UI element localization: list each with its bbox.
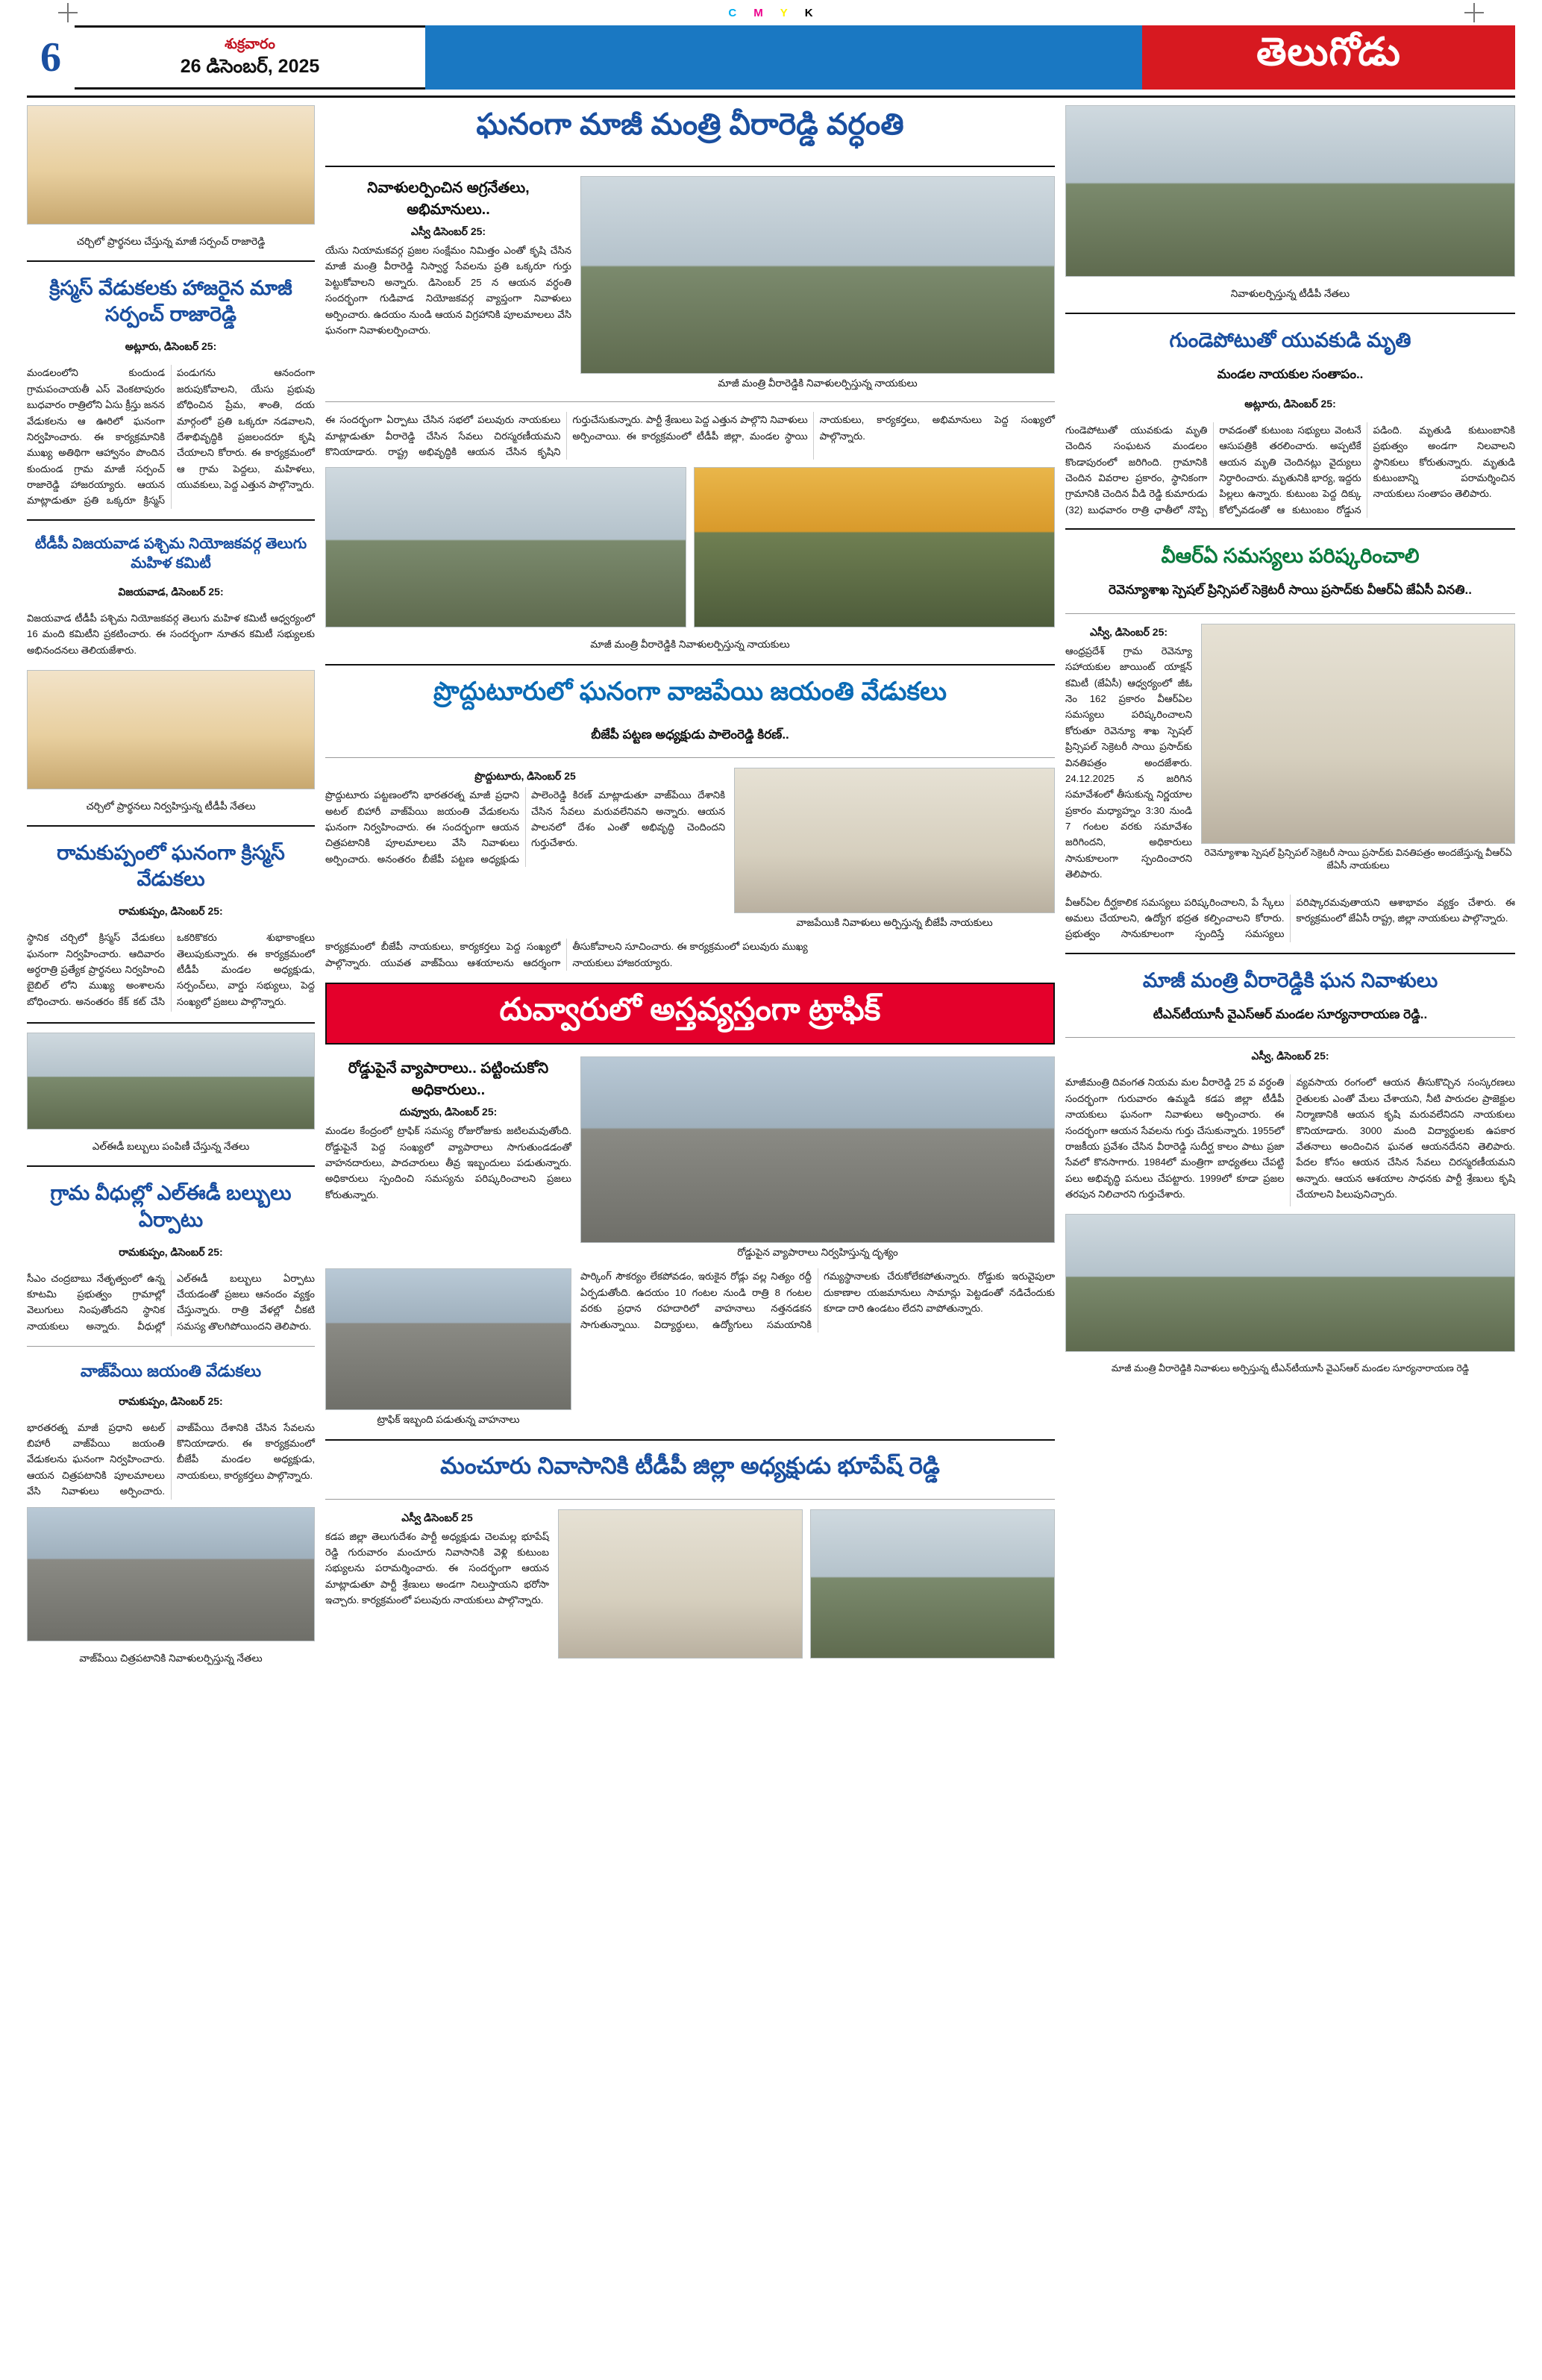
cmyk-y: Y [780,6,789,19]
photo-caption-4: వాజ్‌పేయి చిత్రపటానికి నివాళులర్పిస్తున్న నేతలు [79,1652,263,1664]
dateline-5: రామకుప్పం, డిసెంబర్ 25: [119,1394,223,1407]
right-photo-caption-2: రెవెన్యూశాఖ స్పెషల్ ప్రిన్సిపల్ సెక్రెటరీ సాయి ప్రసాద్‌కు వినతిపత్రం అందజేస్తున్న వీఆర్ఏ జేఏసీ నాయకులు [1204,847,1512,871]
photo-church-prayer [27,105,315,225]
subheadline-tntuc: టీఎన్‌టీయూసీ వైఎస్ఆర్ మండల సూర్యనారాయణ రెడ్డి.. [1153,1006,1428,1021]
cmyk-k: K [804,6,814,19]
story-body-4: సీఎం చంద్రబాబు నేతృత్వంలో ఉన్న కూటమి ప్రభుత్వం గ్రామాల్లో వెలుగులు నింపుతోందని స్థానిక నాయకులు అన్నారు. వీధుల్లో ఎల్ఈడీ బల్బులు ఏర్పాటు చేయడంతో ప్రజలు ఆనందం వ్యక్తం చేస్తున్నారు. రాత్రి వేళల్లో చీకటి సమస్య తొలగిపోయిందని తెలిపారు. [27,1272,315,1332]
headline-tdp-women-committee: టీడీపీ విజయవాడ పశ్చిమ నియోజకవర్గ తెలుగు మహిళ కమిటీ [34,535,307,571]
dateline-3: రామకుప్పం, డిసెంబర్ 25: [119,905,223,918]
page-number: 6 [40,34,61,81]
headline-vra-demands: వీఆర్ఏ సమస్యలు పరిష్కరించాలి [1161,545,1420,568]
dateline-right-3: ఎస్వీ, డిసెంబర్ 25: [1251,1050,1329,1062]
dateline-center-1: ఎస్వీ డిసెంబర్ 25: [410,225,486,237]
photo-traffic-vehicles [325,1268,571,1410]
cmyk-strip [728,7,813,19]
dateline-right-2: ఎస్వీ, డిసెంబర్ 25: [1089,625,1168,638]
story-body-2: విజయవాడ టీడీపీ పశ్చిమ నియోజకవర్గ తెలుగు మహిళ కమిటీ ఆధ్వర్యంలో 16 మంది కమిటీని ప్రకటించారు. ఈ సందర్భంగా నూతన కమిటీ సభ్యులకు అభినందనలు తెలియజేశారు. [27,612,315,656]
page-grid [27,105,1515,1667]
center-story2-body: ప్రొద్దుటూరు పట్టణంలోని భారతరత్న మాజీ ప్రధాని అటల్ బిహారీ వాజ్‌పేయి జయంతి వేడుకలను ఘనంగా నిర్వహించారు. ఈ సందర్భంగా ఆయన చిత్రపటానికి పూలమాలలు వేసి నివాళులు అర్పించారు. అనంతరం బీజేపీ పట్టణ అధ్యక్షుడు పాలెంరెడ్డి కిరణ్ మాట్లాడుతూ వాజ్‌పేయి దేశానికి చేసిన సేవలు మరువలేనివని అన్నారు. ఆయన పాలనలో దేశం ఎంతో అభివృద్ధి చెందిందని గుర్తుచేశారు. [325,789,725,865]
dateline-center-2: ప్రొద్దుటూరు, డిసెంబర్ 25 [474,770,576,783]
story-body-3: స్థానిక చర్చిలో క్రిస్మస్ వేడుకలు ఘనంగా నిర్వహించారు. ఆదివారం అర్ధరాత్రి ప్రత్యేక ప్రార్థనలు నిర్వహించి బైబిల్ లోని ముఖ్య అంశాలను బోధించారు. అనంతరం కేక్ కట్ చేసి ఒకరికొకరు శుభాకాంక్షలు తెలుపుకున్నారు. ఈ కార్యక్రమంలో టీడీపీ మండల అధ్యక్షుడు, సర్పంచ్‌లు, వార్డు సభ్యులు, పెద్ద సంఖ్యలో ప్రజలు పాల్గొన్నారు. [27,932,315,1007]
photo-veerareddy-tribute-2b [694,467,1055,627]
photo-street-vendors [580,1056,1055,1243]
subheadline-tributes: నివాళులర్పించిన అగ్రనేతలు, అభిమానులు.. [367,180,530,218]
photo-vajpayee-tribute-left [27,1507,315,1641]
right-story3-body: మాజీమంత్రి దివంగత నియమ మల వీరారెడ్డి 25 వ వర్ధంతి సందర్భంగా గురువారం ఉమ్మడి కడప జిల్లా టీడీపీ నాయకులు ఘనంగా నివాళులు అర్పించారు. ఈ సందర్భంగా ఆయన సేవలను గుర్తు చేసుకున్నారు. 1955లో రాజకీయ ప్రవేశం చేసిన వీరారెడ్డి సుదీర్ఘ కాలం పాటు ప్రజా సేవలో కొనసాగారు. 1984లో మంత్రిగా బాధ్యతలు చేపట్టి పలు అభివృద్ధి పనులు చేపట్టారు. 1999లో కూడా ప్రజల తరపున నిలిచారని గుర్తుచేశారు. [1065,1077,1285,1200]
photo-caption-3: ఎల్ఈడీ బల్బులు పంపిణీ చేస్తున్న నేతలు [92,1141,250,1153]
headline-christmas-sarpanch: క్రిస్మస్ వేడుకలకు హాజరైన మాజీ సర్పంచ్ రాజారెడ్డి [49,277,292,326]
right-story2-body: ఆంధ్రప్రదేశ్ గ్రామ రెవెన్యూ సహాయకుల జాయింట్ యాక్షన్ కమిటీ (జేఏసీ) ఆధ్వర్యంలో జీఓ నెం 162 ప్రకారం వీఆర్ఏల సమస్యలు పరిష్కరించాలని కోరుతూ రెవెన్యూ శాఖ స్పెషల్ ప్రిన్సిపల్ సెక్రెటరీ సాయి ప్రసాద్‌కు వినతిపత్రం అందజేశారు. 24.12.2025 న జరిగిన సమావేశంలో తీసుకున్న నిర్ణయాల ప్రకారం మధ్యాహ్నం 3:30 నుండి 7 గంటల వరకు సమావేశం జరిగిందని, అధికారులు సానుకూలంగా స్పందించారని తెలిపారు. [1065,645,1192,880]
headline-bhupesh-reddy-visit: మంచూరు నివాసానికి టీడీపీ జిల్లా అధ్యక్షుడు భూపేష్ రెడ్డి [440,1452,940,1479]
subheadline-condolences: మండల నాయకుల సంతాపం.. [1217,367,1364,382]
center-photo-caption-3: వాజపేయికి నివాళులు అర్పిస్తున్న బీజేపీ నాయకులు [796,917,993,929]
dateline-4: రామకుప్పం, డిసెంబర్ 25: [119,1245,223,1258]
center-photo-caption-5: ట్రాఫిక్ ఇబ్బంది పడుతున్న వాహనాలు [377,1414,520,1426]
story-body-1: మండలంలోని కుందుండ గ్రామపంచాయతీ ఎస్ వెంకటాపురం బుధవారం రాత్రిలోని ఏసు క్రీస్తు జనన వేడుకలను ఆ ఊరిలో ఘనంగా నిర్వహించారు. ఈ కార్యక్రమానికి ముఖ్య అతిథిగా ఆహ్వానం పొందిన కుందుండ గ్రామ మాజీ సర్పంచ్ రాజారెడ్డి హాజరయ్యారు. ఆయన మాట్లాడుతూ ప్రతి ఒక్కరూ క్రిస్మస్ పండుగను ఆనందంగా జరుపుకోవాలని, యేసు ప్రభువు బోధించిన ప్రేమ, శాంతి, దయ మార్గంలో ప్రతి ఒక్కరూ నడవాలని, దేశాభివృద్ధికి ప్రజలందరూ కృషి చేయాలని కోరారు. ఈ కార్యక్రమంలో ఆ గ్రామ పెద్దలు, మహిళలు, యువకులు, పెద్ద ఎత్తున పాల్గొన్నారు. [27,367,315,507]
right-story2-body2: వీఆర్ఏల దీర్ఘకాలిక సమస్యలు పరిష్కరించాలని, పే స్కేలు అమలు చేయాలని, ఉద్యోగ భద్రత కల్పించాలని కోరారు. ప్రభుత్వం సానుకూలంగా స్పందిస్తే సమస్యలు పరిష్కారమవుతాయని ఆశాభావం వ్యక్తం చేశారు. ఈ కార్యక్రమంలో జేఏసీ రాష్ట్ర, జిల్లా నాయకులు పాల్గొన్నారు. [1065,896,1515,940]
photo-vajpayee-bjp [734,768,1055,913]
center-story3-body: మండల కేంద్రంలో ట్రాఫిక్ సమస్య రోజురోజుకు జటిలమవుతోంది. రోడ్డుపైనే పెద్ద సంఖ్యలో వ్యాపారాలు సాగుతుండడంతో వాహనదారులు, పాదచారులు తీవ్ర ఇబ్బందులు పడుతున్నారు. అధికారులు స్పందించి సమస్యను పరిష్కరించాలని ప్రజలు కోరుతున్నారు. [325,1125,571,1200]
photo-led-distribution [27,1033,315,1130]
banner-traffic-headline: దువ్వారులో అస్తవ్యస్తంగా ట్రాఫిక్ [325,983,1055,1045]
photo-vra-petition [1201,624,1515,844]
dateline-center-3: దువ్వూరు, డిసెంబర్ 25: [399,1106,498,1118]
center-story3-body2: పార్కింగ్ సౌకర్యం లేకపోవడం, ఇరుకైన రోడ్లు వల్ల నిత్యం రద్దీ ఏర్పడుతోంది. ఉదయం 10 గంటల నుండి రాత్రి 8 గంటల వరకు ప్రధాన రహదారిలో వాహనాలు నత్తనడకన సాగుతున్నాయి. విద్యార్థులు, ఉద్యోగులు సమయానికి గమ్యస్థానాలకు చేరుకోలేకపోతున్నారు. రోడ్డుకు ఇరువైపులా దుకాణాల యజమానులు సామాన్లు పెట్టడంతో నడిచేందుకు కూడా దారి ఉండటం లేదని వాపోతున్నారు. [580,1271,1055,1330]
date-block [75,25,425,90]
dateline-1: అట్లూరు, డిసెంబర్ 25: [125,340,217,353]
masthead-rule [27,95,1515,98]
photo-veerareddy-tribute-1 [580,176,1055,374]
left-column [27,105,315,1667]
center-column [325,105,1055,1667]
photo-bhupesh-visit-2 [810,1509,1055,1659]
photo-caption-2: చర్చిలో ప్రార్థనలు నిర్వహిస్తున్న టీడీపీ నేతలు [86,800,256,812]
weekday-label: శుక్రవారం [225,37,275,53]
story-body-5: భారతరత్న మాజీ ప్రధాని అటల్ బిహారీ వాజ్‌పేయి జయంతి వేడుకలను ఘనంగా నిర్వహించారు. ఆయన చిత్రపటానికి పూలమాలలు వేసి నివాళులు అర్పించారు. వాజ్‌పేయి దేశానికి చేసిన సేవలను కొనియాడారు. ఈ కార్యక్రమంలో బీజేపీ మండల అధ్యక్షుడు, నాయకులు, కార్యకర్తలు పాల్గొన్నారు. [27,1421,315,1497]
subheadline-bjp-president: బీజేపీ పట్టణ అధ్యక్షుడు పాలెంరెడ్డి కిరణ్.. [591,727,789,742]
center-story4-body: కడప జిల్లా తెలుగుదేశం పార్టీ అధ్యక్షుడు చెలమల్ల భూపేష్ రెడ్డి గురువారం మంచూరు నివాసానికి వెళ్లి కుటుంబ సభ్యులను పరామర్శించారు. ఈ సందర్భంగా ఆయన మాట్లాడుతూ పార్టీ శ్రేణులు అండగా నిలుస్తాయని భరోసా ఇచ్చారు. కార్యక్రమంలో పలువురు నాయకులు పాల్గొన్నారు. [325,1530,549,1606]
registration-mark-left [58,3,78,22]
cmyk-c: C [728,6,738,19]
photo-veerareddy-tribute-right [1065,1214,1515,1352]
center-story-body-2: ఈ సందర్భంగా ఏర్పాటు చేసిన సభలో పలువురు నాయకులు మాట్లాడుతూ వీరారెడ్డి చేసిన సేవలు చిరస్మరణీయమని కొనియాడారు. రాష్ట్ర అభివృద్ధికి ఆయన చేసిన కృషిని గుర్తుచేసుకున్నారు. పార్టీ శ్రేణులు పెద్ద ఎత్తున పాల్గొని నివాళులు అర్పించాయి. ఈ కార్యక్రమంలో టీడీపీ జిల్లా, మండల స్థాయి నాయకులు, కార్యకర్తలు, అభిమానులు పెద్ద సంఖ్యలో పాల్గొన్నారు. [325,414,1055,457]
right-story1-body: గుండెపోటుతో యువకుడు మృతి చెందిన సంఘటన మండలం కొండాపురంలో జరిగింది. గ్రామానికి చెందిన వివరాల ప్రకారం, స్థానికంగా గ్రామానికి చెందిన వీడి రెడ్డి కుమారుడు (32) బుధవారం రాత్రి ఛాతీలో నొప్పి రావడంతో కుటుంబ సభ్యులు వెంటనే ఆసుపత్రికి తరలించారు. అప్పటికే ఆయన మృతి చెందినట్లు వైద్యులు నిర్ధారించారు. మృతునికి భార్య, ఇద్దరు పిల్లలు ఉన్నారు. కుటుంబ పెద్ద దిక్కు కోల్పోవడంతో ఆ కుటుంబం రోడ్డున పడింది. మృతుడి కుటుంబానికి ప్రభుత్వం అండగా నిలవాలని స్థానికులు కోరుతున్నారు. మృతుడి కుటుంబాన్ని పరామర్శించిన నాయకులు సంతాపం తెలిపారు. [1065,424,1515,516]
headline-ramakuppam-christmas: రామకుప్పంలో ఘనంగా క్రిస్మస్ వేడుకలు [57,842,285,891]
dateline-2: విజయవాడ, డిసెంబర్ 25: [118,585,224,598]
cmyk-m: M [753,6,764,19]
date-label: 26 డిసెంబర్, 2025 [180,55,320,77]
photo-bhupesh-visit-1 [558,1509,803,1659]
photo-veerareddy-tribute-2a [325,467,686,627]
headline-heart-attack-death: గుండెపోటుతో యువకుడి మృతి [1169,329,1411,352]
photo-caption-1: చర్చిలో ప్రార్థనలు చేస్తున్న మాజీ సర్పంచ్ రాజారెడ్డి [76,236,266,247]
center-photo-caption-1: మాజీ మంత్రి వీరారెడ్డికి నివాళులర్పిస్తున్న నాయకులు [718,378,918,389]
headline-veerareddy-anniversary: ఘనంగా మాజీ మంత్రి వీరారెడ్డి వర్ధంతి [476,108,904,141]
right-column [1065,105,1515,1667]
headline-led-bulbs: గ్రామ వీధుల్లో ఎల్ఈడీ బల్బులు ఏర్పాటు [50,1182,292,1231]
subheadline-vra-jac: రెవెన్యూశాఖ స్పెషల్ ప్రిన్సిపల్ సెక్రెటరీ సాయి ప్రసాద్‌కు వీఆర్ఏ జేఏసీ వినతి.. [1109,583,1472,598]
dateline-right-1: అట్లూరు, డిసెంబర్ 25: [1244,397,1336,410]
masthead [27,25,1515,90]
headline-vajpayee-jayanti-left: వాజ్‌పేయి జయంతి వేడుకలు [80,1362,262,1381]
headline-proddatur-vajpayee: ప్రొద్దుటూరులో ఘనంగా వాజపేయి జయంతి వేడుకలు [433,677,947,706]
masthead-color-bar [425,25,1142,90]
center-photo-caption-4: రోడ్డుపైన వ్యాపారాలు నిర్వహిస్తున్న దృశ్యం [737,1247,898,1259]
print-marks-bar [27,0,1515,25]
right-photo-caption-1: నివాళులర్పిస్తున్న టీడీపీ నేతలు [1230,288,1350,299]
subheadline-traffic: రోడ్డుపైనే వ్యాపారాలు.. పట్టించుకోని అధికారులు.. [348,1060,549,1099]
dateline-center-4: ఎస్వీ డిసెంబర్ 25 [401,1511,473,1523]
newspaper-logo: తెలుగోడు [1142,25,1515,90]
right-photo-caption-3: మాజీ మంత్రి వీరారెడ్డికి నివాళులు అర్పిస్తున్న టీఎన్‌టీయూసీ వైఎస్ఆర్ మండల సూర్యనారాయణ రెడ్డి [1111,1363,1470,1374]
photo-tdp-tribute-top [1065,105,1515,277]
headline-veerareddy-tributes-right: మాజీ మంత్రి వీరారెడ్డికి ఘన నివాళులు [1142,968,1438,992]
center-story2-body2: కార్యక్రమంలో బీజేపీ నాయకులు, కార్యకర్తలు పెద్ద సంఖ్యలో పాల్గొన్నారు. యువత వాజ్‌పేయి ఆశయాలను ఆదర్శంగా తీసుకోవాలని సూచించారు. ఈ కార్యక్రమంలో పలువురు ముఖ్య నాయకులు హాజరయ్యారు. [325,941,808,968]
right-story3-body2: వ్యవసాయ రంగంలో ఆయన తీసుకొచ్చిన సంస్కరణలు రైతులకు ఎంతో మేలు చేశాయని, నీటి పారుదల ప్రాజెక్టుల నిర్మాణానికి ఆయన కృషి మరువలేనిదని నాయకులు కొనియాడారు. 3000 మంది విద్యార్థులకు ఉపకార వేతనాలు అందించిన ఘనత ఆయనదేనని తెలిపారు. పేదల కోసం ఆయన చేసిన సేవలు చిరస్మరణీయమని అన్నారు. ఆయన ఆశయాల సాధనకు పార్టీ శ్రేణులు కృషి చేయాలని పిలుపునిచ్చారు. [1296,1077,1515,1200]
center-story-body-1: యేసు నియామకవర్గ ప్రజల సంక్షేమం నిమిత్తం ఎంతో కృషి చేసిన మాజీ మంత్రి వీరారెడ్డి నిస్వార్థ సేవలను ప్రతి ఒక్కరూ గుర్తు పెట్టుకోవాలని అన్నారు. డిసెంబర్ 25 న ఆయన వర్ధంతి సందర్భంగా గుడివాడ నియోజకవర్గ వ్యాప్తంగా నివాళులు అర్పించారు. ఉదయం నుండి ఆయన విగ్రహానికి పూలమాలలు వేసి ఘనంగా నివాళులర్పించారు. [325,245,571,336]
registration-mark-right [1464,3,1484,22]
center-photo-caption-2: మాజీ మంత్రి వీరారెడ్డికి నివాళులర్పిస్తున్న నాయకులు [590,639,790,651]
photo-church-tdp [27,670,315,789]
